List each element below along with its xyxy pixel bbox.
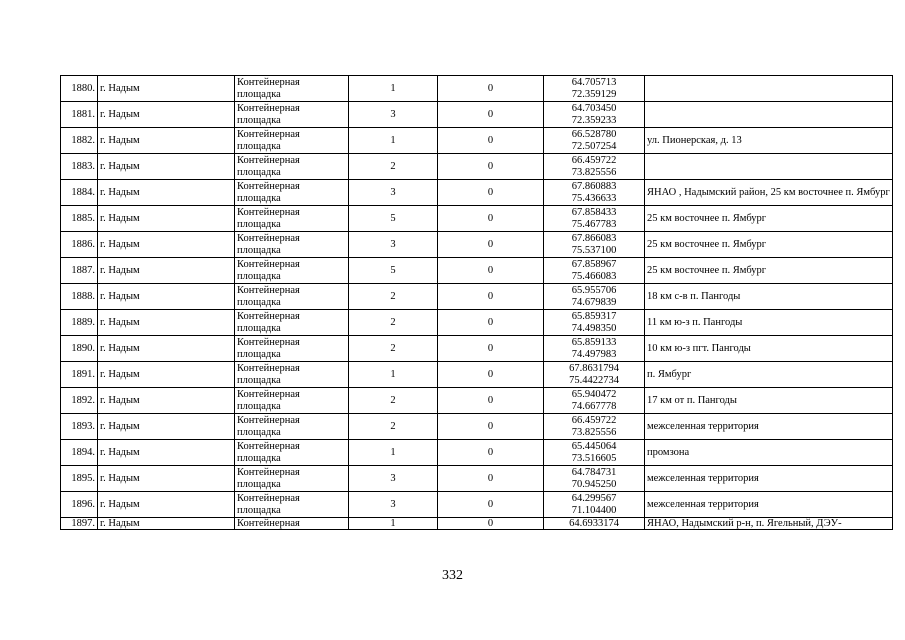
container-count-cell: 2 (349, 284, 438, 310)
row-number: 1888. (61, 284, 98, 310)
city-cell: г. Надым (98, 388, 235, 414)
site-type-cell (235, 206, 349, 232)
coordinates-cell (544, 414, 645, 440)
table-row (61, 154, 893, 180)
zero-cell: 0 (438, 440, 544, 466)
site-type-cell-line1: Контейнерная (237, 180, 300, 192)
coordinates-cell-line2: 72.359129 (571, 88, 617, 100)
address-cell: 25 км восточнее п. Ямбург (645, 258, 893, 284)
address-cell: промзона (645, 440, 893, 466)
zero-cell: 0 (438, 310, 544, 336)
coordinates-cell-line1: 64.705713 (571, 76, 617, 88)
site-type-cell (235, 128, 349, 154)
coordinates-cell-line1: 66.528780 (571, 128, 617, 140)
site-type-cell (235, 388, 349, 414)
row-number: 1892. (61, 388, 98, 414)
site-type-cell (235, 336, 349, 362)
zero-cell: 0 (438, 362, 544, 388)
address-cell: п. Ямбург (645, 362, 893, 388)
coordinates-cell (544, 180, 645, 206)
container-count-cell: 1 (349, 518, 438, 530)
coordinates-cell (544, 128, 645, 154)
coordinates-cell-line1: 67.858433 (571, 206, 617, 218)
coordinates-cell-line2: 73.825556 (571, 166, 617, 178)
row-number: 1894. (61, 440, 98, 466)
coordinates-cell-line2: 72.507254 (571, 140, 617, 152)
table-row (61, 206, 893, 232)
site-type-cell (235, 284, 349, 310)
address-cell (645, 154, 893, 180)
city-cell: г. Надым (98, 310, 235, 336)
site-type-cell: Контейнерная (235, 518, 349, 530)
address-cell: 25 км восточнее п. Ямбург (645, 232, 893, 258)
city-cell: г. Надым (98, 492, 235, 518)
coordinates-cell (544, 492, 645, 518)
coordinates-cell (544, 440, 645, 466)
row-number: 1895. (61, 466, 98, 492)
row-number: 1886. (61, 232, 98, 258)
row-number: 1893. (61, 414, 98, 440)
coordinates-cell-line2: 75.537100 (571, 244, 617, 256)
container-count-cell: 3 (349, 492, 438, 518)
table-row (61, 362, 893, 388)
site-type-cell (235, 102, 349, 128)
table-row (61, 440, 893, 466)
zero-cell: 0 (438, 284, 544, 310)
coordinates-cell-line2: 75.436633 (571, 192, 617, 204)
coordinates-cell-line2: 75.467783 (571, 218, 617, 230)
coordinates-cell (544, 76, 645, 102)
site-type-cell-line2: площадка (237, 270, 281, 282)
zero-cell: 0 (438, 414, 544, 440)
row-number: 1887. (61, 258, 98, 284)
coordinates-cell (544, 388, 645, 414)
city-cell: г. Надым (98, 154, 235, 180)
city-cell: г. Надым (98, 76, 235, 102)
coordinates-cell-line2: 74.498350 (571, 322, 617, 334)
table-row (61, 310, 893, 336)
zero-cell: 0 (438, 180, 544, 206)
row-number: 1896. (61, 492, 98, 518)
zero-cell: 0 (438, 518, 544, 530)
coordinates-cell-line1: 66.459722 (571, 414, 617, 426)
city-cell: г. Надым (98, 128, 235, 154)
container-count-cell: 2 (349, 154, 438, 180)
coordinates-cell-line1: 65.859133 (571, 336, 617, 348)
row-number: 1882. (61, 128, 98, 154)
coordinates-cell-line1: 65.445064 (571, 440, 617, 452)
coordinates-cell-line2: 75.466083 (571, 270, 617, 282)
site-type-cell (235, 414, 349, 440)
coordinates-cell-line1: 67.860883 (571, 180, 617, 192)
address-cell (645, 76, 893, 102)
city-cell: г. Надым (98, 102, 235, 128)
coordinates-cell-line1: 67.8631794 (569, 362, 619, 374)
city-cell: г. Надым (98, 518, 235, 530)
zero-cell: 0 (438, 76, 544, 102)
site-type-cell-line1: Контейнерная (237, 492, 300, 504)
coordinates-cell-line1: 66.459722 (571, 154, 617, 166)
site-type-cell-line1: Контейнерная (237, 102, 300, 114)
site-type-cell-line2: площадка (237, 166, 281, 178)
city-cell: г. Надым (98, 258, 235, 284)
zero-cell: 0 (438, 466, 544, 492)
site-type-cell-line1: Контейнерная (237, 154, 300, 166)
table-row (61, 180, 893, 206)
container-count-cell: 3 (349, 232, 438, 258)
page-number: 332 (442, 568, 463, 583)
site-type-cell-line2: площадка (237, 322, 281, 334)
row-number: 1891. (61, 362, 98, 388)
city-cell: г. Надым (98, 336, 235, 362)
container-count-cell: 3 (349, 102, 438, 128)
site-type-cell-line1: Контейнерная (237, 466, 300, 478)
coordinates-cell-line1: 64.299567 (571, 492, 617, 504)
zero-cell: 0 (438, 336, 544, 362)
coordinates-cell-line1: 67.866083 (571, 232, 617, 244)
container-count-cell: 3 (349, 466, 438, 492)
row-number: 1897. (61, 518, 98, 530)
site-type-cell-line2: площадка (237, 452, 281, 464)
table-row (61, 518, 893, 530)
site-type-cell-line1: Контейнерная (237, 440, 300, 452)
table-row (61, 76, 893, 102)
city-cell: г. Надым (98, 414, 235, 440)
zero-cell: 0 (438, 102, 544, 128)
coordinates-cell (544, 336, 645, 362)
coordinates-cell (544, 258, 645, 284)
site-type-cell (235, 466, 349, 492)
zero-cell: 0 (438, 154, 544, 180)
coordinates-cell-line2: 70.945250 (571, 478, 617, 490)
site-type-cell-line2: площадка (237, 296, 281, 308)
site-type-cell-line1: Контейнерная (237, 232, 300, 244)
site-type-cell-line1: Контейнерная (237, 336, 300, 348)
coordinates-cell-line2: 74.497983 (571, 348, 617, 360)
site-type-cell (235, 154, 349, 180)
container-count-cell: 1 (349, 440, 438, 466)
container-count-cell: 5 (349, 258, 438, 284)
address-cell: межселенная территория (645, 492, 893, 518)
city-cell: г. Надым (98, 466, 235, 492)
site-type-cell (235, 258, 349, 284)
city-cell: г. Надым (98, 284, 235, 310)
site-type-cell-line1: Контейнерная (237, 388, 300, 400)
site-type-cell-line2: площадка (237, 504, 281, 516)
site-type-cell (235, 492, 349, 518)
coordinates-cell-line1: 65.859317 (571, 310, 617, 322)
table-row (61, 232, 893, 258)
site-type-cell-line1: Контейнерная (237, 76, 300, 88)
coordinates-cell-line1: 65.955706 (571, 284, 617, 296)
site-type-cell-line2: площадка (237, 114, 281, 126)
coordinates-cell (544, 206, 645, 232)
table-row (61, 492, 893, 518)
city-cell: г. Надым (98, 440, 235, 466)
city-cell: г. Надым (98, 232, 235, 258)
site-type-cell-line1: Контейнерная (237, 258, 300, 270)
city-cell: г. Надым (98, 362, 235, 388)
coordinates-cell (544, 102, 645, 128)
coordinates-cell-line1: 65.940472 (571, 388, 617, 400)
table-body (61, 76, 893, 530)
coordinates-cell-line1: 64.784731 (571, 466, 617, 478)
address-cell (645, 102, 893, 128)
address-cell: межселенная территория (645, 466, 893, 492)
container-count-cell: 1 (349, 76, 438, 102)
site-type-cell-line2: площадка (237, 140, 281, 152)
address-cell: межселенная территория (645, 414, 893, 440)
container-count-cell: 3 (349, 180, 438, 206)
coordinates-cell-line2: 75.4422734 (569, 374, 619, 386)
coordinates-cell (544, 310, 645, 336)
zero-cell: 0 (438, 388, 544, 414)
site-type-cell-line2: площадка (237, 400, 281, 412)
address-cell: 25 км восточнее п. Ямбург (645, 206, 893, 232)
address-cell: 18 км с-в п. Пангоды (645, 284, 893, 310)
address-cell: ул. Пионерская, д. 13 (645, 128, 893, 154)
site-type-cell-line2: площадка (237, 88, 281, 100)
table-row (61, 258, 893, 284)
container-count-cell: 2 (349, 310, 438, 336)
address-cell: 10 км ю-з пгт. Пангоды (645, 336, 893, 362)
table-row (61, 336, 893, 362)
coordinates-cell-line2: 74.667778 (571, 400, 617, 412)
site-type-cell-line2: площадка (237, 218, 281, 230)
site-type-cell (235, 440, 349, 466)
site-type-cell-line1: Контейнерная (237, 128, 300, 140)
zero-cell: 0 (438, 492, 544, 518)
site-type-cell-line1: Контейнерная (237, 414, 300, 426)
container-count-cell: 1 (349, 362, 438, 388)
coordinates-cell (544, 362, 645, 388)
address-cell: 11 км ю-з п. Пангоды (645, 310, 893, 336)
table-row (61, 284, 893, 310)
coordinates-cell (544, 284, 645, 310)
site-type-cell (235, 76, 349, 102)
site-type-cell-line2: площадка (237, 244, 281, 256)
coordinates-cell (544, 154, 645, 180)
table-row (61, 414, 893, 440)
row-number: 1880. (61, 76, 98, 102)
site-type-cell (235, 180, 349, 206)
row-number: 1889. (61, 310, 98, 336)
container-count-cell: 1 (349, 128, 438, 154)
coordinates-cell-line2: 74.679839 (571, 296, 617, 308)
site-type-cell-line2: площадка (237, 192, 281, 204)
coordinates-cell-line2: 73.516605 (571, 452, 617, 464)
city-cell: г. Надым (98, 180, 235, 206)
container-count-cell: 2 (349, 336, 438, 362)
row-number: 1890. (61, 336, 98, 362)
site-type-cell (235, 232, 349, 258)
address-cell: ЯНАО , Надымский район, 25 км восточнее п. Ямбург (645, 180, 893, 206)
zero-cell: 0 (438, 258, 544, 284)
zero-cell: 0 (438, 232, 544, 258)
address-cell: 17 км от п. Пангоды (645, 388, 893, 414)
site-type-cell (235, 362, 349, 388)
table-row (61, 388, 893, 414)
site-type-cell (235, 310, 349, 336)
site-type-cell-line2: площадка (237, 374, 281, 386)
container-count-cell: 2 (349, 414, 438, 440)
row-number: 1881. (61, 102, 98, 128)
site-type-cell-line1: Контейнерная (237, 206, 300, 218)
coordinates-cell-line1: 64.703450 (571, 102, 617, 114)
row-number: 1883. (61, 154, 98, 180)
site-type-cell-line1: Контейнерная (237, 362, 300, 374)
table-row (61, 128, 893, 154)
site-type-cell-line1: Контейнерная (237, 310, 300, 322)
row-number: 1885. (61, 206, 98, 232)
container-count-cell: 2 (349, 388, 438, 414)
coordinates-cell-line2: 71.104400 (571, 504, 617, 516)
container-count-cell: 5 (349, 206, 438, 232)
coordinates-cell: 64.6933174 (544, 518, 645, 530)
coordinates-cell (544, 232, 645, 258)
site-type-cell-line2: площадка (237, 426, 281, 438)
coordinates-cell-line2: 73.825556 (571, 426, 617, 438)
table-row (61, 466, 893, 492)
site-type-cell-line1: Контейнерная (237, 284, 300, 296)
row-number: 1884. (61, 180, 98, 206)
container-sites-table (60, 75, 893, 530)
zero-cell: 0 (438, 206, 544, 232)
zero-cell: 0 (438, 128, 544, 154)
coordinates-cell-line2: 72.359233 (571, 114, 617, 126)
coordinates-cell (544, 466, 645, 492)
site-type-cell-line2: площадка (237, 348, 281, 360)
coordinates-cell-line1: 67.858967 (571, 258, 617, 270)
city-cell: г. Надым (98, 206, 235, 232)
site-type-cell-line2: площадка (237, 478, 281, 490)
address-cell: ЯНАО, Надымский р-н, п. Ягельный, ДЭУ- (645, 518, 893, 530)
table-row (61, 102, 893, 128)
